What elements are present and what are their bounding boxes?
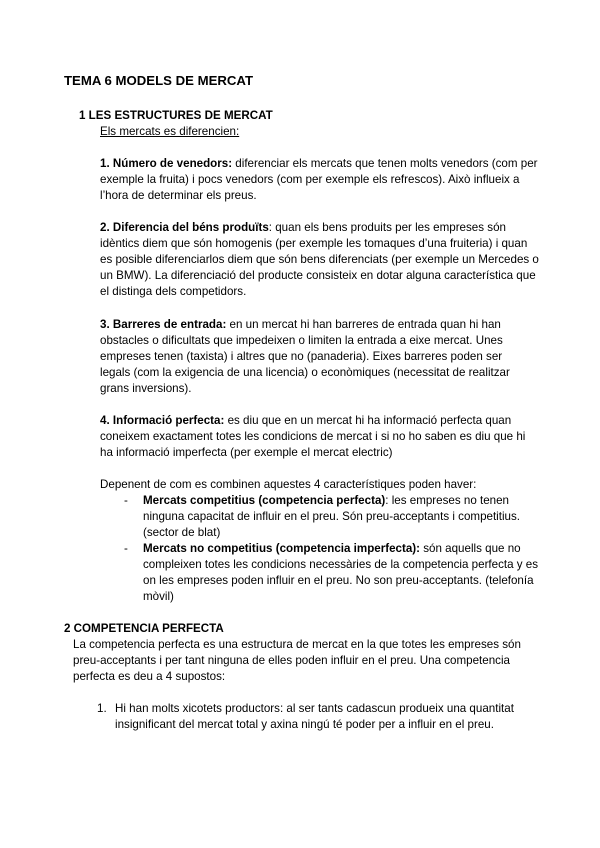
section-1-heading: 1 LES ESTRUCTURES DE MERCAT bbox=[79, 109, 273, 122]
bullet-text: són aquells que no compleixen totes les condicions necessàries de la competencia perfecta y es on les empreses poden influir en el preu. No son preu-acceptants. (telefonía mòvil) bbox=[143, 542, 539, 603]
characteristic-text: diferenciar els mercats que tenen molts venedors (com per exemple la fruita) i pocs venedors (com per exemple els refrescos). Això influeix a l’hora de determinar els preus. bbox=[100, 157, 538, 202]
document-title: TEMA 6 MODELS DE MERCAT bbox=[64, 73, 254, 88]
characteristic-label: 1. Número de venedors: bbox=[100, 157, 233, 170]
characteristic-label: 3. Barreres de entrada: bbox=[100, 318, 227, 331]
section-2-heading: 2 COMPETENCIA PERFECTA bbox=[64, 622, 224, 635]
section-1-subheading: Els mercats es diferencien: bbox=[100, 125, 240, 138]
characteristic-text: es diu que en un mercat hi ha informació perfecta quan coneixem exactament totes les condicions de mercat i si no ho saben es diu que hi ha informació imperfecta (per exemple el mercat electric) bbox=[100, 414, 526, 459]
characteristic-label: 4. Informació perfecta: bbox=[100, 414, 225, 427]
characteristic-item bbox=[100, 156, 542, 204]
bullet-marker: - bbox=[124, 494, 128, 507]
bullet-marker: - bbox=[124, 542, 128, 555]
characteristic-item bbox=[100, 220, 542, 300]
bullet-item bbox=[143, 541, 543, 605]
bullet-label: Mercats competitius (competencia perfecta) bbox=[143, 494, 386, 507]
section-2-intro: La competencia perfecta es una estructura de mercat en la que totes les empreses són preu-acceptants i per tant ninguna de elles poden influir en el preu. Una competencia perfecta es deu a 4 supostos: bbox=[73, 638, 521, 683]
bullet-text: : les empreses no tenen ninguna capacitat de influir en el preu. Són preu-acceptants i competitius. (sector de blat) bbox=[143, 494, 521, 539]
characteristic-item bbox=[100, 317, 530, 397]
list-number: 1. bbox=[97, 702, 107, 715]
characteristic-item bbox=[100, 413, 540, 461]
characteristic-label: 2. Diferencia del béns produïts bbox=[100, 221, 269, 234]
bullet-item bbox=[143, 493, 545, 541]
summary-intro: Depenent de com es combinen aquestes 4 característiques poden haver: bbox=[100, 478, 477, 491]
bullet-label: Mercats no competitius (competencia imperfecta): bbox=[143, 542, 421, 555]
characteristic-text: : quan els bens produits per les empreses són idèntics diem que són homogenis (per exemple les tomaques d’una fruiteria) i quan es posible diferenciarlos diem que són bens diferenciats (per exemple un Mercedes o un BMW). La diferenciació del producte consisteix en dotar alguna característica que el distinga dels competidors. bbox=[100, 221, 539, 298]
characteristic-text: en un mercat hi han barreres de entrada quan hi han obstacles o dificultats que impedeixen o limiten la entrada a eixe mercat. Unes empreses tenen (taxista) i altres que no (panaderia). Eixes barreres poden ser legals (com la exigencia de una licencia) o econòmiques (necessitat de realitzar grans inversions). bbox=[100, 318, 510, 395]
list-item: Hi han molts xicotets productors: al ser tants cadascun produeix una quantitat insignificant del mercat total y axina ningú té poder per a influir en el preu. bbox=[115, 702, 514, 731]
